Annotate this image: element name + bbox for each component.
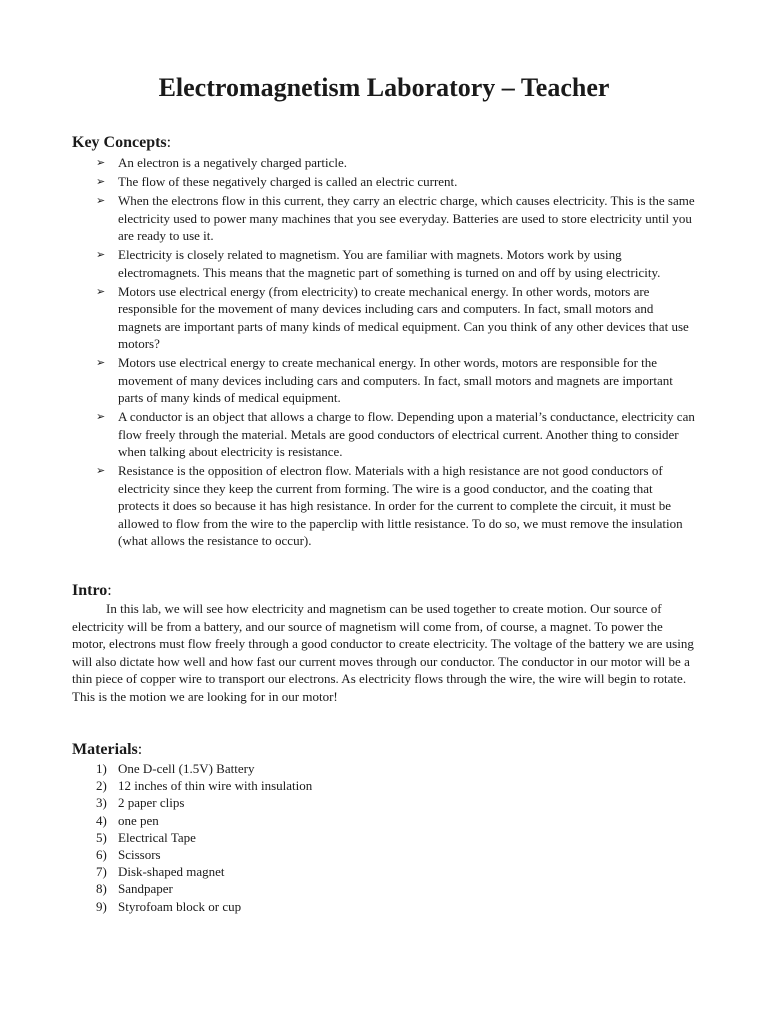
materials-list <box>96 760 312 915</box>
material-text: one pen <box>118 812 159 828</box>
material-text: 2 paper clips <box>118 795 185 811</box>
page-title: Electromagnetism Laboratory – Teacher <box>158 73 610 102</box>
concept-text: Motors use electrical energy (from electricity) to create mechanical energy. In other words, motors are responsible for the movement of many devices including cars and computers. In fact, small motors and magnets are important parts of many kinds of medical equipment. Can you think of any other devices that use motors? <box>118 283 689 351</box>
concept-text: An electron is a negatively charged particle. <box>118 155 347 170</box>
material-text: Scissors <box>118 847 161 863</box>
concept-text: A conductor is an object that allows a charge to flow. Depending upon a material’s conductance, electricity can flow freely through the material. Metals are good conductors of electrical current. Another thing to consider when talking about electricity is resistance. <box>118 409 695 459</box>
material-item <box>96 777 312 794</box>
concept-item <box>96 246 696 281</box>
arrow-bullet-icon: ➢ <box>96 356 106 369</box>
concept-text: When the electrons flow in this current, they carry an electric charge, which causes electricity. This is the same electricity used to power many machines that you see everyday. Batteries are used to store electricity until you are ready to use it. <box>118 193 695 243</box>
material-text: One D-cell (1.5V) Battery <box>118 761 255 776</box>
arrow-bullet-icon: ➢ <box>96 175 106 188</box>
concept-item <box>96 283 696 353</box>
concept-text: The flow of these negatively charged is called an electric current. <box>118 174 458 189</box>
key-concepts-heading <box>72 134 171 152</box>
material-number: 6) <box>96 847 107 863</box>
arrow-bullet-icon: ➢ <box>96 156 106 169</box>
concept-item <box>96 173 696 191</box>
material-text: Electrical Tape <box>118 829 196 845</box>
material-item <box>96 812 312 829</box>
material-number: 1) <box>96 761 107 776</box>
material-text: 12 inches of thin wire with insulation <box>118 778 313 794</box>
arrow-bullet-icon: ➢ <box>96 248 106 261</box>
material-item <box>96 863 312 880</box>
concept-item <box>96 192 696 245</box>
materials-heading-text: Materials <box>72 741 138 758</box>
material-item <box>96 846 312 863</box>
material-number: 2) <box>96 778 107 794</box>
intro-heading-colon: : <box>107 582 112 599</box>
intro-paragraph: In this lab, we will see how electricity and magnetism can be used together to create motion. Our source of electricity will be from a battery, and our source of magnetism will come from, of course, a magnet. To power the motor, electrons must flow freely through a good conductor to create electricity. The voltage of the battery we are using will also dictate how well and how fast our current moves through our conductor. The conductor in our motor will be a thin piece of copper wire to transport our electrons. As electricity flows through the wire, the wire will begin to rotate. This is the motion we are looking for in our motor! <box>72 601 694 704</box>
concept-text: Electricity is closely related to magnetism. You are familiar with magnets. Motors work by using electromagnets. This means that the magnetic part of something is turned on and off by using electricity. <box>118 247 661 280</box>
arrow-bullet-icon: ➢ <box>96 194 106 207</box>
arrow-bullet-icon: ➢ <box>96 410 106 423</box>
material-number: 9) <box>96 898 107 914</box>
concept-item <box>96 354 696 407</box>
material-number: 3) <box>96 795 107 811</box>
material-number: 7) <box>96 864 107 880</box>
material-item <box>96 829 312 846</box>
arrow-bullet-icon: ➢ <box>96 284 106 298</box>
materials-heading <box>72 741 142 759</box>
material-item <box>96 760 312 777</box>
materials-heading-colon: : <box>137 741 143 758</box>
material-item <box>96 794 312 811</box>
material-number: 4) <box>96 812 107 828</box>
material-number: 8) <box>96 881 107 897</box>
key-concepts-list <box>96 154 696 551</box>
key-concepts-heading-text: Key Concepts <box>72 134 167 151</box>
material-number: 5) <box>96 829 107 845</box>
arrow-bullet-icon: ➢ <box>96 464 106 477</box>
concept-item <box>96 462 696 550</box>
material-item <box>96 880 312 897</box>
concept-item <box>96 408 696 461</box>
key-concepts-heading-colon: : <box>166 134 172 151</box>
intro-heading-text: Intro <box>72 582 108 599</box>
material-text: Styrofoam block or cup <box>118 898 242 914</box>
intro-heading <box>72 582 112 600</box>
material-text: Sandpaper <box>118 881 173 897</box>
material-text: Disk-shaped magnet <box>118 864 225 880</box>
concept-item <box>96 154 696 172</box>
concept-text: Resistance is the opposition of electron flow. Materials with a high resistance are not good conductors of electricity since they keep the current from forming. The wire is a good conductor, and the coating that protects it does so because it has high resistance. In order for the current to complete the circuit, it must be allowed to flow from the wire to the paperclip with little resistance. To do so, we must remove the insulation (what allows the resistance to occur). <box>118 463 683 548</box>
material-item <box>96 898 312 915</box>
concept-text: Motors use electrical energy to create mechanical energy. In other words, motors are responsible for the movement of many devices including cars and computers. In fact, small motors and magnets are important parts of many kinds of medical equipment. <box>118 355 673 405</box>
